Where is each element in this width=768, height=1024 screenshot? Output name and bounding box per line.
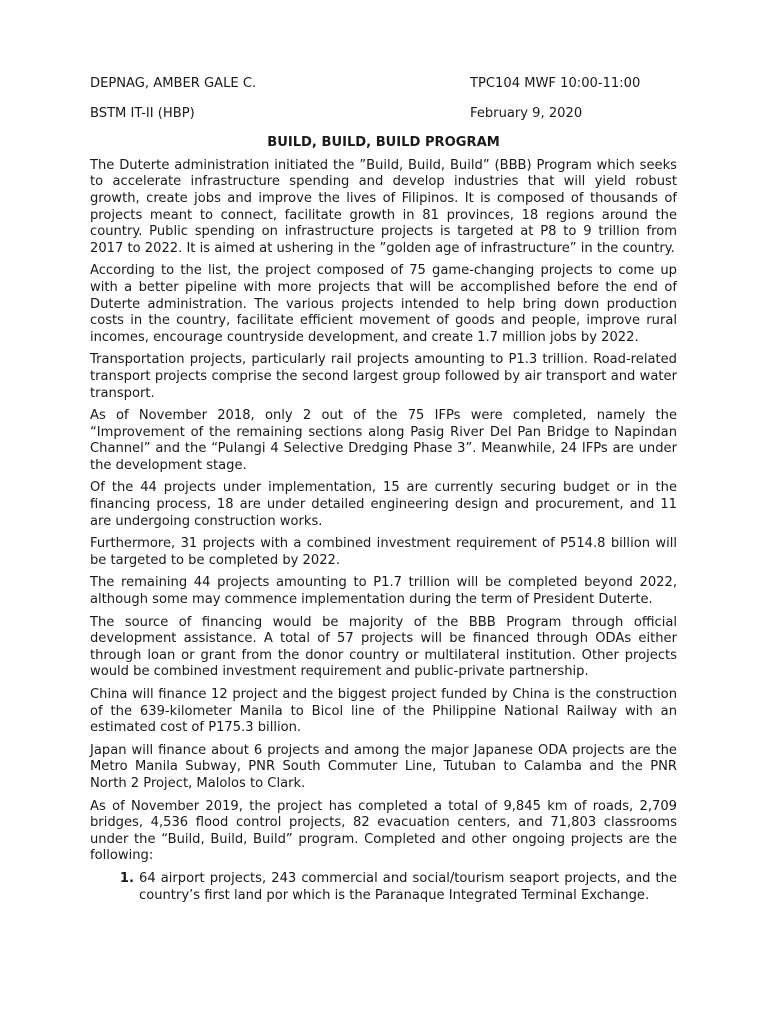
student-program: BSTM IT-II (HBP)	[90, 105, 195, 121]
list-item	[90, 871, 677, 904]
header-row-2	[90, 106, 677, 123]
paragraph-6: Furthermore, 31 projects with a combined investment requirement of P514.8 billion will be targeted to be completed by 2022.	[90, 536, 677, 568]
paragraph-9: China will finance 12 project and the biggest project funded by China is the construction of the 639-kilometer Manila to Bicol line of the Philippine National Railway with an estimated cost of P175.3 billion.	[90, 687, 677, 736]
list-item-text: 64 airport projects, 243 commercial and social/tourism seaport projects, and the country’s first land por which is the Paranaque Integrated Terminal Exchange.	[139, 870, 677, 903]
document-date: February 9, 2020	[470, 105, 583, 121]
paragraph-3: Transportation projects, particularly rail projects amounting to P1.3 trillion. Road-related transport projects comprise the second largest group followed by air transport and water transport.	[90, 352, 677, 401]
paragraph-10: Japan will finance about 6 projects and among the major Japanese ODA projects are the Metro Manila Subway, PNR South Commuter Line, Tutuban to Calamba and the PNR North 2 Project, Malolos to Clark.	[90, 742, 677, 791]
paragraph-5: Of the 44 projects under implementation, 15 are currently securing budget or in the financing process, 18 are under detailed engineering design and procurement, and 11 are undergoing construction works.	[90, 480, 677, 529]
list-item-number: 1.	[119, 870, 134, 886]
course-schedule: TPC104 MWF 10:00-11:00	[470, 76, 641, 91]
student-name: DEPNAG, AMBER GALE C.	[90, 76, 257, 91]
paragraph-11: As of November 2019, the project has completed a total of 9,845 km of roads, 2,709 bridges, 4,536 flood control projects, 82 evacuation centers, and 71,803 classrooms under the “Build, Build, Build” program. Completed and other ongoing projects are the following:	[90, 798, 677, 864]
paragraph-8: The source of financing would be majority of the BBB Program through official development assistance. A total of 57 projects will be financed through ODAs either through loan or grant from the donor country or multilateral institution. Other projects would be combined investment requirement and public-private partnership.	[90, 614, 677, 680]
document-page	[90, 76, 677, 904]
paragraph-7: The remaining 44 projects amounting to P1.7 trillion will be completed beyond 2022, although some may commence implementation during the term of President Duterte.	[90, 575, 677, 608]
paragraph-4: As of November 2018, only 2 out of the 75 IFPs were completed, namely the “Improvement of the remaining sections along Pasig River Del Pan Bridge to Napindan Channel” and the “Pulangi 4 Selective Dredging Phase 3”. Meanwhile, 24 IFPs are under the development stage.	[90, 408, 677, 473]
paragraph-2: According to the list, the project composed of 75 game-changing projects to come up with a better pipeline with more projects that will be accomplished before the end of Duterte administration. The various projects intended to help bring down production costs in the country, facilitate efficient movement of goods and people, improve rural incomes, encourage countryside development, and create 1.7 million jobs by 2022.	[90, 263, 677, 345]
numbered-list	[90, 871, 677, 904]
paragraph-1: The Duterte administration initiated the ”Build, Build, Build” (BBB) Program which seeks to accelerate infrastructure spending and develop industries that will yield robust growth, create jobs and improve the lives of Filipinos. It is composed of thousands of projects meant to connect, facilitate growth in 81 provinces, 18 regions around the country. Public spending on infrastructure projects is targeted at P8 to 9 trillion from 2017 to 2022. It is aimed at ushering in the ”golden age of infrastructure” in the country.	[90, 157, 677, 256]
document-title: BUILD, BUILD, BUILD PROGRAM	[267, 135, 500, 151]
header-row-1	[90, 76, 677, 93]
